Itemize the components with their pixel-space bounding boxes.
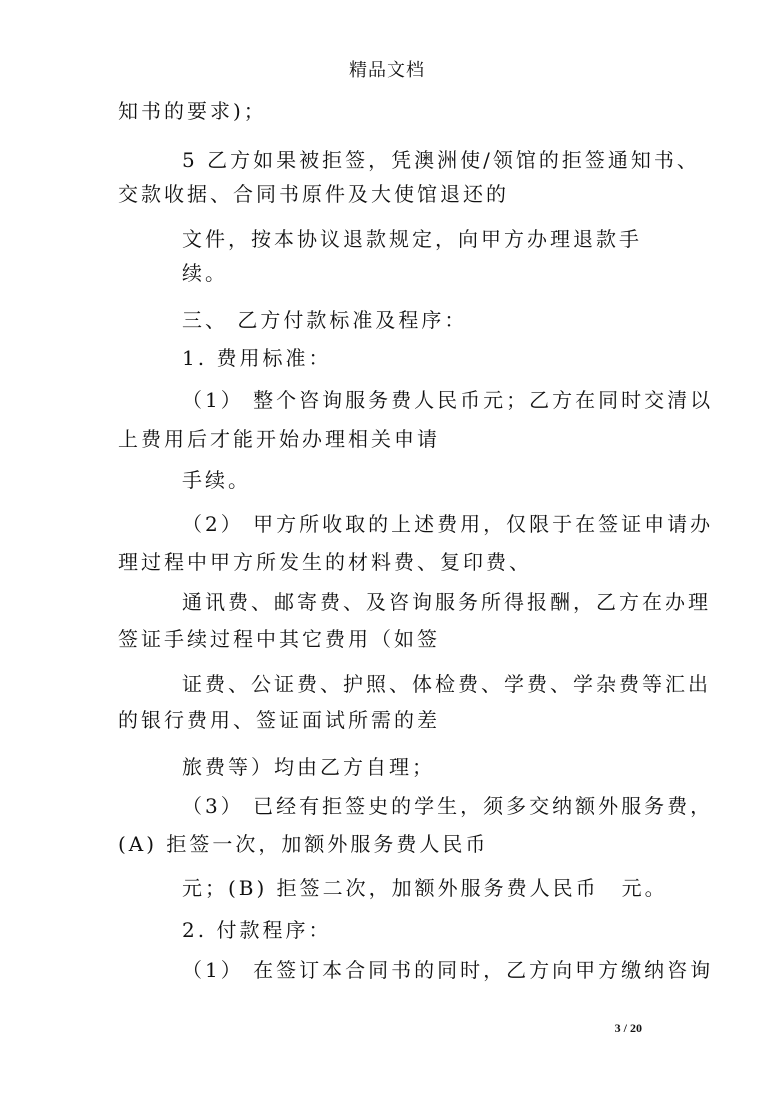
text-line: 知书的要求)；	[118, 99, 267, 123]
text-line: 文件，按本协议退款规定，向甲方办理退款手	[182, 227, 642, 251]
text-line: 的银行费用、签证面试所需的差	[118, 708, 440, 732]
text-line: 交款收据、合同书原件及大使馆退还的	[118, 182, 509, 206]
section-heading: 三、 乙方付款标准及程序：	[182, 308, 468, 332]
text-line: 理过程中甲方所发生的材料费、复印费、	[118, 550, 532, 574]
text-line: 续。	[182, 261, 228, 285]
text-line: 签证手续过程中其它费用（如签	[118, 627, 440, 651]
text-line: 5 乙方如果被拒签，凭澳洲使/领馆的拒签通知书、	[182, 148, 700, 172]
text-line: 手续。	[182, 468, 251, 492]
text-line: (A) 拒签一次，加额外服务费人民币	[118, 832, 489, 856]
text-line: （1） 整个咨询服务费人民币元；乙方在同时交清以	[182, 388, 714, 412]
page-header: 精品文档	[349, 60, 425, 81]
text-line: 通讯费、邮寄费、及咨询服务所得报酬，乙方在办理	[182, 590, 711, 614]
text-line: 元；(B) 拒签二次，加额外服务费人民币 元。	[182, 876, 668, 900]
text-line: 证费、公证费、护照、体检费、学费、学杂费等汇出	[182, 672, 711, 696]
text-line: （3） 已经有拒签史的学生，须多交纳额外服务费，	[182, 794, 714, 818]
page-number: 3 / 20	[614, 1021, 642, 1035]
text-line: 旅费等）均由乙方自理；	[182, 755, 435, 779]
text-line: 上费用后才能开始办理相关申请	[118, 427, 440, 451]
subsection-heading: 1. 费用标准：	[182, 346, 332, 370]
text-line: （2） 甲方所收取的上述费用，仅限于在签证申请办	[182, 512, 714, 536]
text-line: （1） 在签订本合同书的同时，乙方向甲方缴纳咨询	[182, 958, 714, 982]
subsection-heading: 2. 付款程序：	[182, 918, 332, 942]
